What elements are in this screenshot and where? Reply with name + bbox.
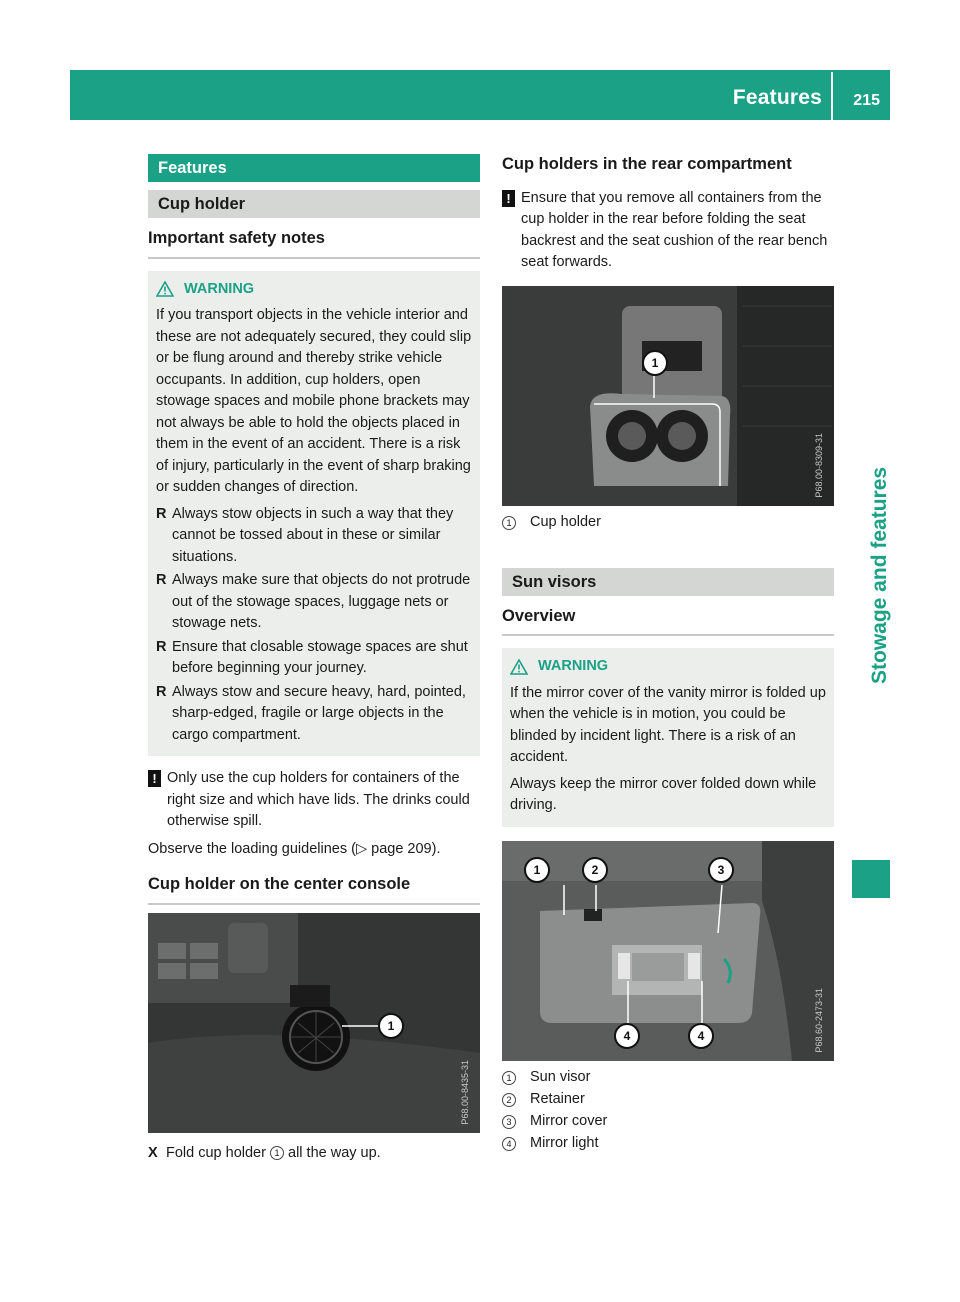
heading-rear-compartment: Cup holders in the rear compartment — [502, 155, 792, 173]
note-rear-cup-holder — [502, 188, 834, 274]
left-column — [148, 154, 480, 1164]
section-bar: Features — [148, 154, 480, 182]
warning-bullet — [156, 570, 472, 635]
legend-item — [502, 1133, 834, 1155]
warning-triangle-icon — [510, 659, 528, 675]
side-tab — [852, 440, 890, 700]
warning-title — [510, 656, 826, 678]
note-exclamation-icon: ! — [502, 190, 515, 207]
callout-1: 1 — [378, 1013, 404, 1039]
rear-cup-holder-illustration — [502, 286, 834, 506]
sun-visor-illustration — [502, 841, 834, 1061]
callout-4: 4 — [614, 1023, 640, 1049]
subsection-bar-cup-holder: Cup holder — [148, 190, 480, 218]
legend-mark: 1 — [502, 1071, 516, 1085]
callout-1: 1 — [642, 350, 668, 376]
warning-box — [502, 648, 834, 827]
legend-item — [502, 1089, 834, 1111]
callout-4: 4 — [688, 1023, 714, 1049]
warning-title — [156, 279, 472, 301]
bullet-marker-icon: R — [156, 505, 167, 522]
center-console-illustration — [148, 913, 480, 1133]
warning-bullet — [156, 504, 472, 569]
note-text: Only use the cup holders for containers of the right size and which have lids. The drinks could otherwise spill. — [167, 770, 470, 829]
legend-label: Retainer — [530, 1090, 585, 1107]
bullet-marker-icon: R — [156, 572, 167, 588]
warning-triangle-icon — [156, 281, 174, 297]
legend-label: Sun visor — [530, 1068, 591, 1085]
step-callout-mark: 1 — [270, 1146, 284, 1160]
bullet-text: Ensure that closable stowage spaces are shut before beginning your journey. — [172, 638, 468, 676]
legend-item — [502, 1067, 834, 1089]
right-column — [502, 154, 834, 1155]
heading-safety-notes: Important safety notes — [148, 228, 480, 259]
step-arrow-icon: X — [148, 1144, 158, 1161]
warning-paragraph: Always keep the mirror cover folded down while driving. — [510, 775, 817, 813]
bullet-text: Always stow and secure heavy, hard, pointed, sharp-edged, fragile or large objects in the cargo compartment. — [172, 683, 466, 743]
warning-title-text: WARNING — [184, 280, 255, 297]
rear-cup-holder-photo — [502, 286, 834, 506]
subsection-bar-sun-visors: Sun visors — [502, 568, 834, 596]
legend-label: Mirror light — [530, 1134, 599, 1151]
bullet-text: Always make sure that objects do not protrude out of the stowage spaces, luggage nets or stowage nets. — [172, 572, 471, 631]
photo-id: P68.00-8435-31 — [459, 1059, 470, 1125]
callout-1: 1 — [524, 857, 550, 883]
sun-visor-photo — [502, 841, 834, 1061]
header-title: Features — [732, 86, 822, 109]
bullet-marker-icon: R — [156, 638, 167, 655]
side-tab-marker — [852, 860, 890, 898]
side-tab-label: Stowage and features — [868, 466, 891, 684]
photo-id: P68.60-2473-31 — [813, 987, 824, 1053]
heading-center-console: Cup holder on the center console — [148, 874, 480, 905]
heading-overview: Overview — [502, 606, 834, 637]
warning-box — [148, 271, 480, 757]
loading-guidelines-reference: Observe the loading guidelines (▷ page 209). — [148, 840, 441, 857]
warning-paragraph: If you transport objects in the vehicle interior and these are not adequately secured, they could slip or be flung around and thereby strike vehicle occupants. In addition, cup holders, open stowage spaces and mobile phone brackets may not always be able to hold the objects placed in them in the event of an accident. There is a risk of injury, particularly in the event of sharp braking or sudden changes of direction. — [156, 307, 472, 495]
instruction-step — [148, 1143, 480, 1165]
page-header — [70, 70, 890, 120]
legend-item — [502, 512, 834, 534]
legend-item — [502, 1111, 834, 1133]
callout-2: 2 — [582, 857, 608, 883]
note-cup-holder — [148, 768, 480, 833]
step-text-post: all the way up. — [288, 1144, 381, 1161]
legend-mark: 2 — [502, 1093, 516, 1107]
warning-paragraph: If the mirror cover of the vanity mirror is folded up when the vehicle is in motion, you could be blinded by incident light. There is a risk of an accident. — [510, 684, 826, 765]
legend-mark: 4 — [502, 1137, 516, 1151]
header-divider — [831, 72, 833, 122]
callout-3: 3 — [708, 857, 734, 883]
warning-bullet — [156, 637, 472, 680]
center-console-photo — [148, 913, 480, 1133]
page-number: 215 — [853, 92, 880, 109]
bullet-marker-icon: R — [156, 683, 167, 700]
step-text-pre: Fold cup holder — [166, 1144, 266, 1161]
bullet-text: Always stow objects in such a way that they cannot be tossed about in these or similar situations. — [172, 505, 454, 565]
legend-mark: 1 — [502, 516, 516, 530]
note-exclamation-icon: ! — [148, 770, 161, 787]
legend-label: Cup holder — [530, 513, 601, 530]
legend-mark: 3 — [502, 1115, 516, 1129]
warning-title-text: WARNING — [538, 658, 609, 674]
photo-id: P68.00-8309-31 — [813, 432, 824, 498]
warning-bullet — [156, 682, 472, 747]
legend-label: Mirror cover — [530, 1112, 608, 1129]
note-text: Ensure that you remove all containers from the cup holder in the rear before folding the seat backrest and the seat cushion of the rear bench seat forwards. — [521, 189, 828, 270]
